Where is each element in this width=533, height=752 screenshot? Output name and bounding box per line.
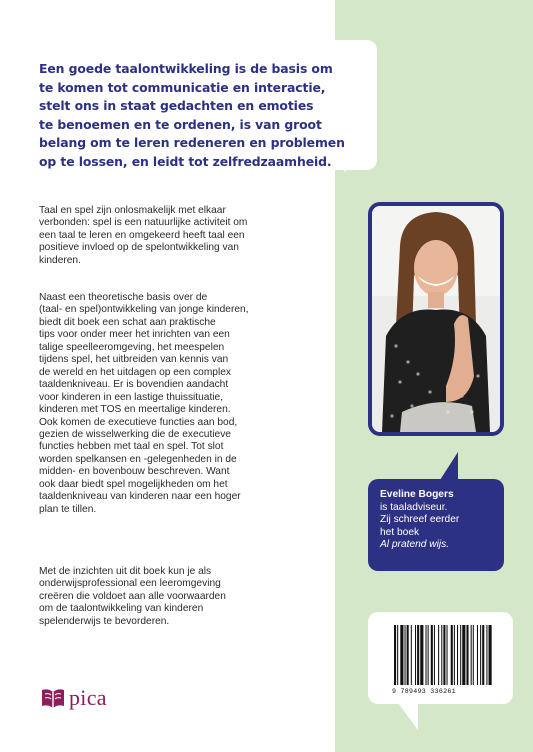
quote-line: te benoemen en te ordenen, is van groot — [39, 116, 322, 132]
blurb-line: een taal te leren en omgekeerd heeft taal een — [39, 229, 245, 241]
barcode-bar — [443, 625, 445, 685]
author-bio-line: Zij schreef eerder — [380, 514, 460, 526]
author-box-tail — [440, 452, 458, 480]
author-photo — [368, 202, 504, 436]
barcode-bar — [426, 625, 427, 685]
author-previous-book: Al pratend wijs. — [380, 539, 450, 551]
blurb-line: (taal- en spel)ontwikkeling van jonge kinderen, — [39, 304, 249, 316]
pull-quote — [39, 60, 369, 172]
blurb-line: kinderen met TOS en meertalige kinderen. — [39, 404, 231, 416]
blurb-line: midden- en bovenbouw beschreven. Want — [39, 466, 230, 478]
blurb-paragraph-3 — [39, 566, 314, 628]
blurb-line: biedt dit boek een schat aan praktische — [39, 316, 216, 328]
barcode-bar — [407, 625, 409, 685]
barcode-bar — [447, 625, 448, 685]
blurb-line: verbonden: spel is een natuurlijke activiteit om — [39, 217, 248, 229]
blurb-paragraph-2 — [39, 292, 314, 516]
barcode-bar — [482, 625, 484, 685]
blurb-line: positieve invloed op de spelontwikkeling van — [39, 242, 239, 254]
blurb-line: kinderen. — [39, 254, 81, 266]
barcode-bar — [400, 625, 403, 685]
barcode-bar — [417, 625, 419, 685]
barcode-bar — [405, 625, 406, 685]
isbn-barcode — [392, 625, 504, 685]
barcode-bar — [397, 625, 398, 685]
blurb-line: onderwijsprofessional een leeromgeving — [39, 578, 221, 590]
barcode-bar — [431, 625, 433, 685]
blurb-line: spelenderwijs te bevorderen. — [39, 615, 170, 627]
blurb-line: Met de inzichten uit dit boek kun je als — [39, 566, 212, 577]
blurb-line: Taal en spel zijn onlosmakelijk met elkaar — [39, 205, 226, 216]
isbn-number: 9 789493 336261 — [392, 688, 456, 695]
barcode-bar — [473, 625, 474, 685]
blurb-line: Ook komen de executieve functies aan bod, — [39, 416, 238, 428]
barcode-bar — [477, 625, 478, 685]
blurb-paragraph-1 — [39, 205, 314, 267]
barcode-bar — [480, 625, 481, 685]
blurb-line: taaldenkniveau van kinderen naar een hoger — [39, 491, 241, 503]
barcode-bar — [441, 625, 442, 685]
blurb-line: plan te tillen. — [39, 503, 97, 515]
author-portrait-illustration — [372, 206, 500, 432]
quote-line: te komen tot communicatie en interactie, — [39, 79, 326, 95]
blurb-line: worden spelkansen en -gelegenheden in de — [39, 453, 237, 465]
quote-line: belang om te leren redeneren en problemen — [39, 135, 345, 151]
barcode-bar — [454, 625, 455, 685]
publisher-logo — [40, 684, 107, 712]
blurb-line: voor kinderen in een lastige thuissituatie, — [39, 391, 224, 403]
barcode-bar — [434, 625, 435, 685]
barcode-bar — [451, 625, 453, 685]
blurb-line: tijdens spel, het uitbreiden van kennis van — [39, 354, 229, 366]
blurb-line: Naast een theoretische basis over de — [39, 292, 208, 303]
blurb-line: creëren die voldoet aan alle voorwaarden — [39, 590, 226, 602]
barcode-bar — [411, 625, 412, 685]
barcode-bar — [415, 625, 416, 685]
barcode-bar — [457, 625, 458, 685]
barcode-bar — [420, 625, 423, 685]
blurb-line: om de taalontwikkeling van kinderen — [39, 603, 204, 615]
barcode-bar — [428, 625, 429, 685]
blurb-line: tips voor onder meer het inrichten van een — [39, 329, 230, 341]
barcode-box-tail — [396, 700, 418, 730]
blurb-line: gezien de wisselwerking die de executieve — [39, 428, 231, 440]
blurb-line: taaldenkniveau. Er is bovendien aandacht — [39, 379, 229, 391]
blurb-line: de wereld en het uitdagen op een complex — [39, 366, 232, 378]
quote-line: Een goede taalontwikkeling is de basis om — [39, 61, 333, 76]
blurb-line: talige speelleeromgeving, het meespelen — [39, 341, 225, 353]
barcode-bar — [394, 625, 396, 685]
blurb-line: ook daar biedt spel mogelijkheden om het — [39, 478, 228, 490]
author-name: Eveline Bogers — [380, 489, 454, 500]
author-bio-line: het boek — [380, 526, 420, 538]
barcode-bar — [486, 625, 487, 685]
publisher-book-icon — [40, 686, 66, 710]
quote-line: op te lossen, en leidt tot zelfredzaamheid. — [39, 153, 332, 169]
barcode-bar — [438, 625, 439, 685]
barcode-bar — [466, 625, 468, 685]
publisher-name: pica — [69, 685, 107, 710]
barcode-bar — [471, 625, 472, 685]
blurb-line: functies hebben met taal en spel. Tot slot — [39, 441, 224, 453]
author-bio-line: is taaladviseur. — [380, 501, 448, 513]
barcode-bar — [462, 625, 465, 685]
barcode-bar — [489, 625, 492, 685]
barcode-bar — [460, 625, 461, 685]
quote-line: stelt ons in staat gedachten en emoties — [39, 98, 314, 114]
author-bio — [380, 489, 498, 552]
